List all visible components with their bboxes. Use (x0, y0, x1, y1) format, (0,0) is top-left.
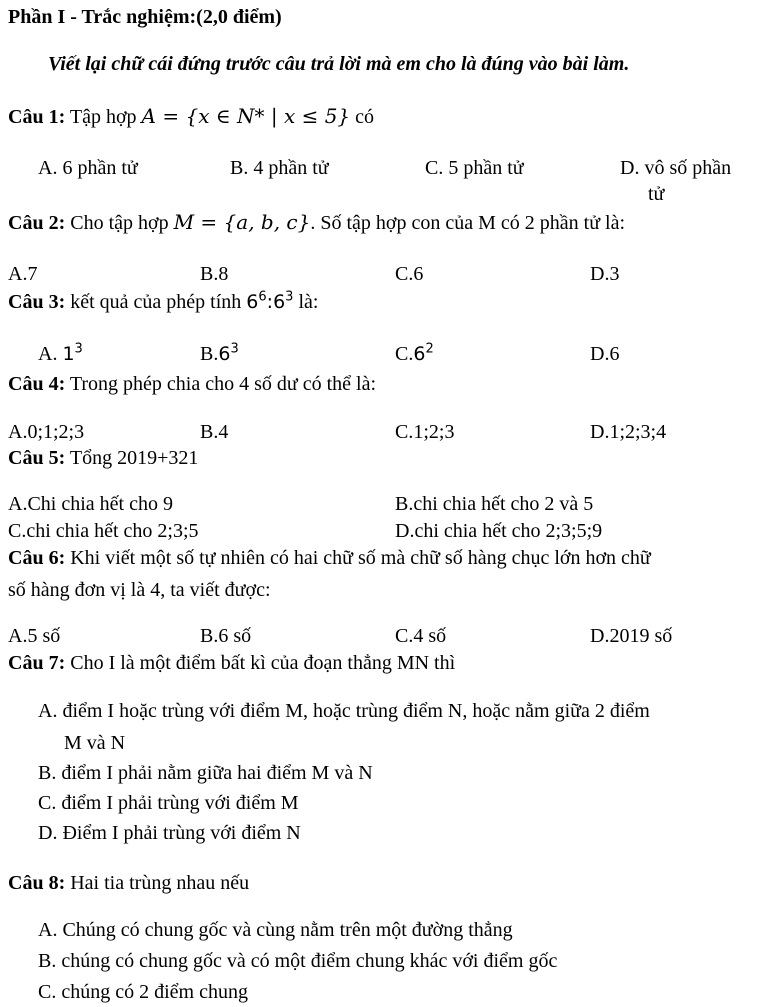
question-text: Trong phép chia cho 4 số dư có thể là: (69, 373, 377, 395)
question-6 (8, 546, 651, 570)
answer-a: A. $1^3$ (38, 341, 83, 365)
question-text: . Số tập hợp con của M có 2 phần tử là: (310, 212, 626, 234)
question-text: kết quả của phép tính (70, 291, 242, 313)
question-6-continued: số hàng đơn vị là 4, ta viết được: (8, 579, 271, 601)
question-5 (8, 446, 198, 470)
question-label: Câu 6: (8, 547, 66, 569)
question-text: Tổng 2019+321 (69, 447, 199, 469)
answer-b: B.8 (200, 263, 229, 285)
question-8 (8, 871, 249, 895)
question-text: là: (298, 291, 319, 313)
power-expression: $6^6:6^3$ (246, 289, 294, 313)
question-2 (8, 210, 625, 235)
answer-c: C. 5 phần tử (425, 157, 524, 179)
answer-d: D.6 (590, 343, 620, 365)
set-expression: A = {x ∈ N* | x ≤ 5} (141, 104, 351, 128)
question-text: Cho I là một điểm bất kì của đoạn thẳng MN thì (70, 652, 456, 674)
answer-c: C.chi chia hết cho 2;3;5 (8, 520, 199, 542)
question-label: Câu 5: (8, 447, 66, 469)
answer-b: B. chúng có chung gốc và có một điểm chung khác với điểm gốc (38, 950, 558, 972)
answer-a: A.0;1;2;3 (8, 421, 85, 443)
question-label: Câu 8: (8, 872, 66, 894)
answer-c: C.4 số (395, 625, 447, 647)
set-expression: M = {a, b, c} (173, 210, 311, 234)
question-4 (8, 372, 376, 396)
section-title: Phần I - Trắc nghiệm:(2,0 điểm) (8, 6, 282, 28)
instruction: Viết lại chữ cái đứng trước câu trả lời mà em cho là đúng vào bài làm. (48, 53, 630, 75)
question-text: Hai tia trùng nhau nếu (70, 872, 250, 894)
question-label: Câu 2: (8, 212, 66, 234)
answer-b: B.6 số (200, 625, 252, 647)
answer-a: A.5 số (8, 625, 61, 647)
question-label: Câu 4: (8, 373, 66, 395)
answer-a: A. điểm I hoặc trùng với điểm M, hoặc trùng điểm N, hoặc nằm giữa 2 điểm (38, 700, 650, 722)
answer-b: B. điểm I phải nằm giữa hai điểm M và N (38, 762, 373, 784)
answer-a: A.7 (8, 263, 38, 285)
question-text: có (355, 106, 375, 128)
answer-b: B.4 (200, 421, 229, 443)
question-label: Câu 3: (8, 291, 66, 313)
answer-d: D.chi chia hết cho 2;3;5;9 (395, 520, 603, 542)
answer-c: C.6 (395, 263, 424, 285)
answer-a: A. 6 phần tử (38, 157, 138, 179)
answer-d: D. Điểm I phải trùng với điểm N (38, 822, 301, 844)
question-1 (8, 104, 374, 129)
answer-b: B. 4 phần tử (230, 157, 329, 179)
answer-d-continued: tử (648, 183, 665, 205)
question-7 (8, 651, 455, 675)
answer-d: D.3 (590, 263, 620, 285)
question-label: Câu 1: (8, 106, 66, 128)
answer-d: D.1;2;3;4 (590, 421, 667, 443)
answer-c: C. điểm I phải trùng với điểm M (38, 792, 299, 814)
answer-c: $C.6^2$ (395, 341, 434, 365)
question-label: Câu 7: (8, 652, 66, 674)
answer-b: $B.6^3$ (200, 341, 239, 365)
answer-a: A. Chúng có chung gốc và cùng nằm trên một đường thẳng (38, 919, 513, 941)
question-3 (8, 290, 318, 314)
question-text: Khi viết một số tự nhiên có hai chữ số mà chữ số hàng chục lớn hơn chữ (70, 547, 651, 569)
answer-d: D.2019 số (590, 625, 673, 647)
answer-b: B.chi chia hết cho 2 và 5 (395, 493, 594, 515)
answer-a: A.Chi chia hết cho 9 (8, 493, 173, 515)
answer-c: C. chúng có 2 điểm chung (38, 981, 248, 1003)
answer-a-continued: M và N (64, 732, 126, 754)
question-text: Cho tập hợp (70, 212, 169, 234)
question-text: Tập hợp (69, 106, 137, 128)
answer-d: D. vô số phần (620, 157, 732, 179)
answer-c: C.1;2;3 (395, 421, 455, 443)
